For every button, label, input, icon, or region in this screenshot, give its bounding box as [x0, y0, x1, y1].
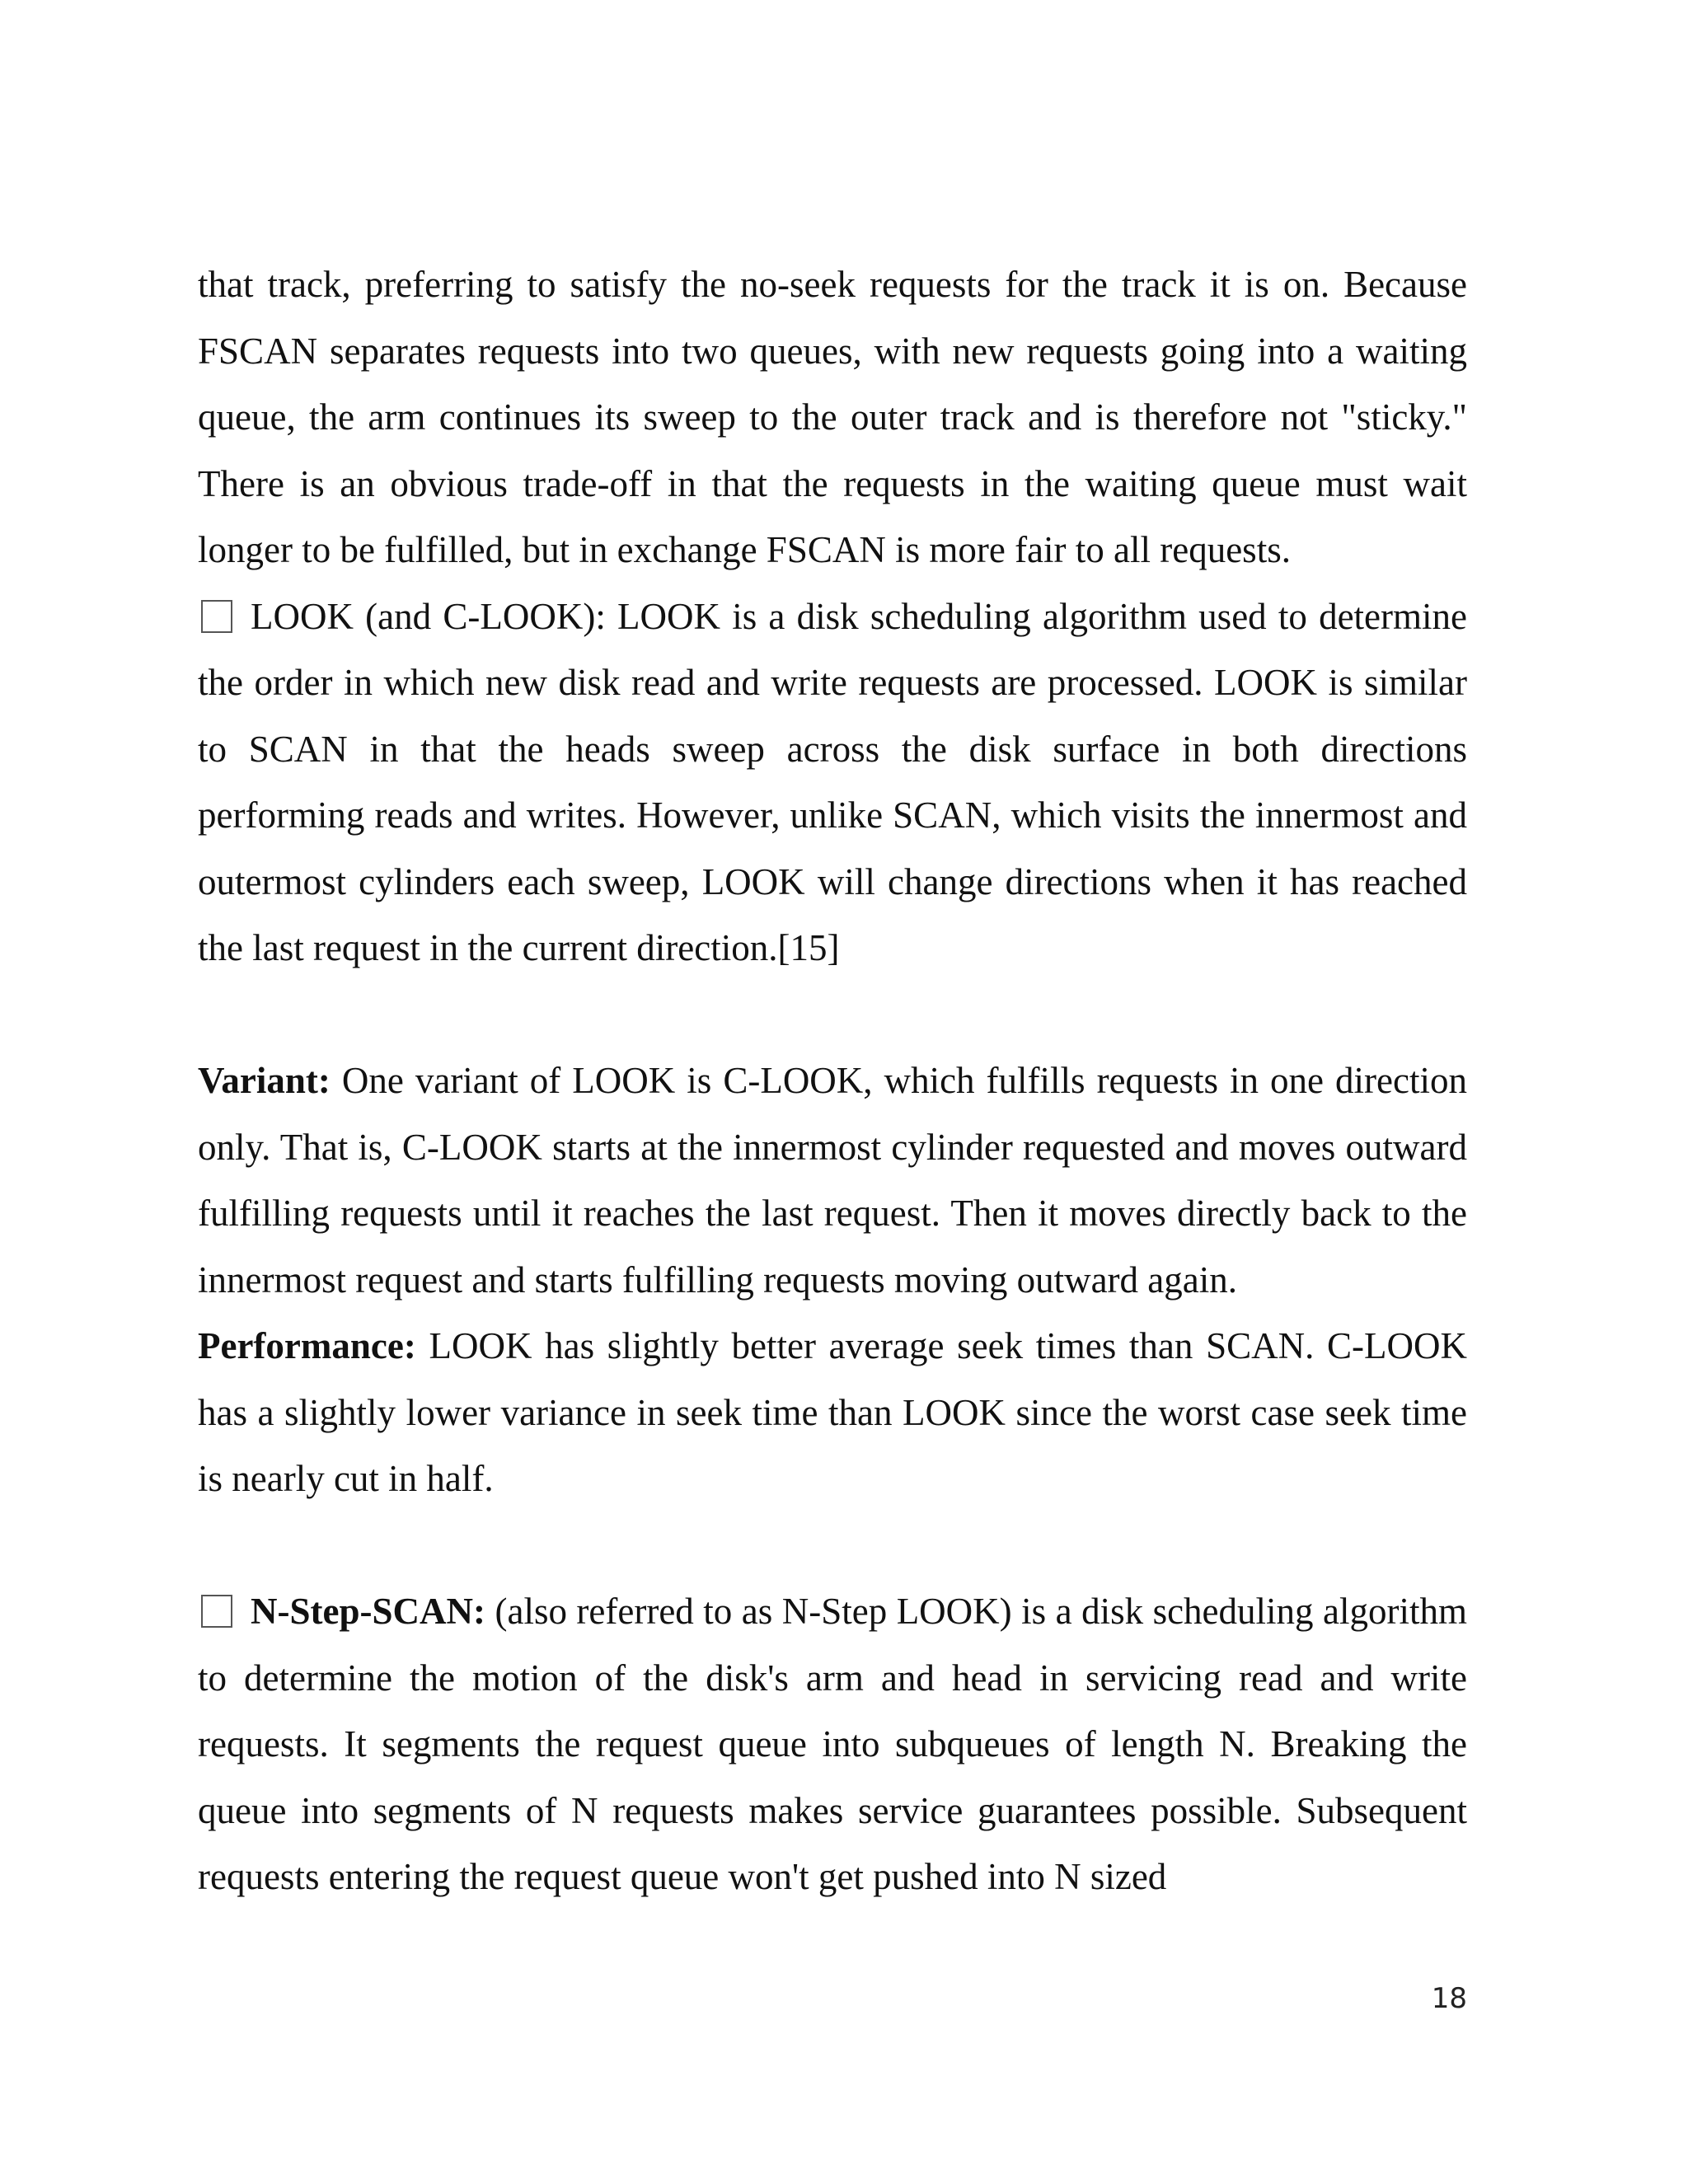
page-number: 18 — [1431, 1982, 1467, 2015]
paragraph-gap — [198, 982, 1467, 1048]
page-body — [198, 251, 1467, 1910]
paragraph-nstep — [198, 1578, 1467, 1910]
bullet-box-icon — [201, 1595, 232, 1628]
nstep-text: (also referred to as N-Step LOOK) is a disk scheduling algorithm to determine the motion of the disk's arm and head in servicing read and write requests. It segments the request queue into subqueues of length N. Breaking the queue into segments of N requests makes service guarantees possible. Subsequent requests entering the request queue won't get pushed into N sized — [198, 1591, 1467, 1897]
paragraph-fscan-continued: that track, preferring to satisfy the no-seek requests for the track it is on. Because FSCAN separates requests into two queues, with new requests going into a waiting queue, the arm continues its sweep to the outer track and is therefore not "sticky." There is an obvious trade-off in that the requests in the waiting queue must wait longer to be fulfilled, but in exchange FSCAN is more fair to all requests. — [198, 264, 1467, 570]
look-text: LOOK (and C-LOOK): LOOK is a disk scheduling algorithm used to determine the order in which new disk read and write requests are processed. LOOK is similar to SCAN in that the heads sweep across the disk surface in both directions performing reads and writes. However, unlike SCAN, which visits the innermost and outermost cylinders each sweep, LOOK will change directions when it has reached the last request in the current direction.[15] — [198, 595, 1467, 968]
paragraph-performance — [198, 1313, 1467, 1512]
bullet-box-icon — [201, 600, 232, 633]
performance-text: LOOK has slightly better average seek times than SCAN. C-LOOK has a slightly lower variance in seek time than LOOK since the worst case seek time is nearly cut in half. — [198, 1325, 1467, 1499]
paragraph-variant — [198, 1047, 1467, 1313]
nstep-label: N-Step-SCAN: — [251, 1591, 485, 1632]
paragraph-gap — [198, 1512, 1467, 1579]
variant-label: Variant: — [198, 1060, 331, 1101]
paragraph-look — [198, 583, 1467, 982]
performance-label: Performance: — [198, 1325, 416, 1366]
variant-text: One variant of LOOK is C-LOOK, which fulfills requests in one direction only. That is, C-LOOK starts at the innermost cylinder requested and moves outward fulfilling requests until it reaches the last request. Then it moves directly back to the innermost request and starts fulfilling requests moving outward again. — [198, 1060, 1467, 1301]
